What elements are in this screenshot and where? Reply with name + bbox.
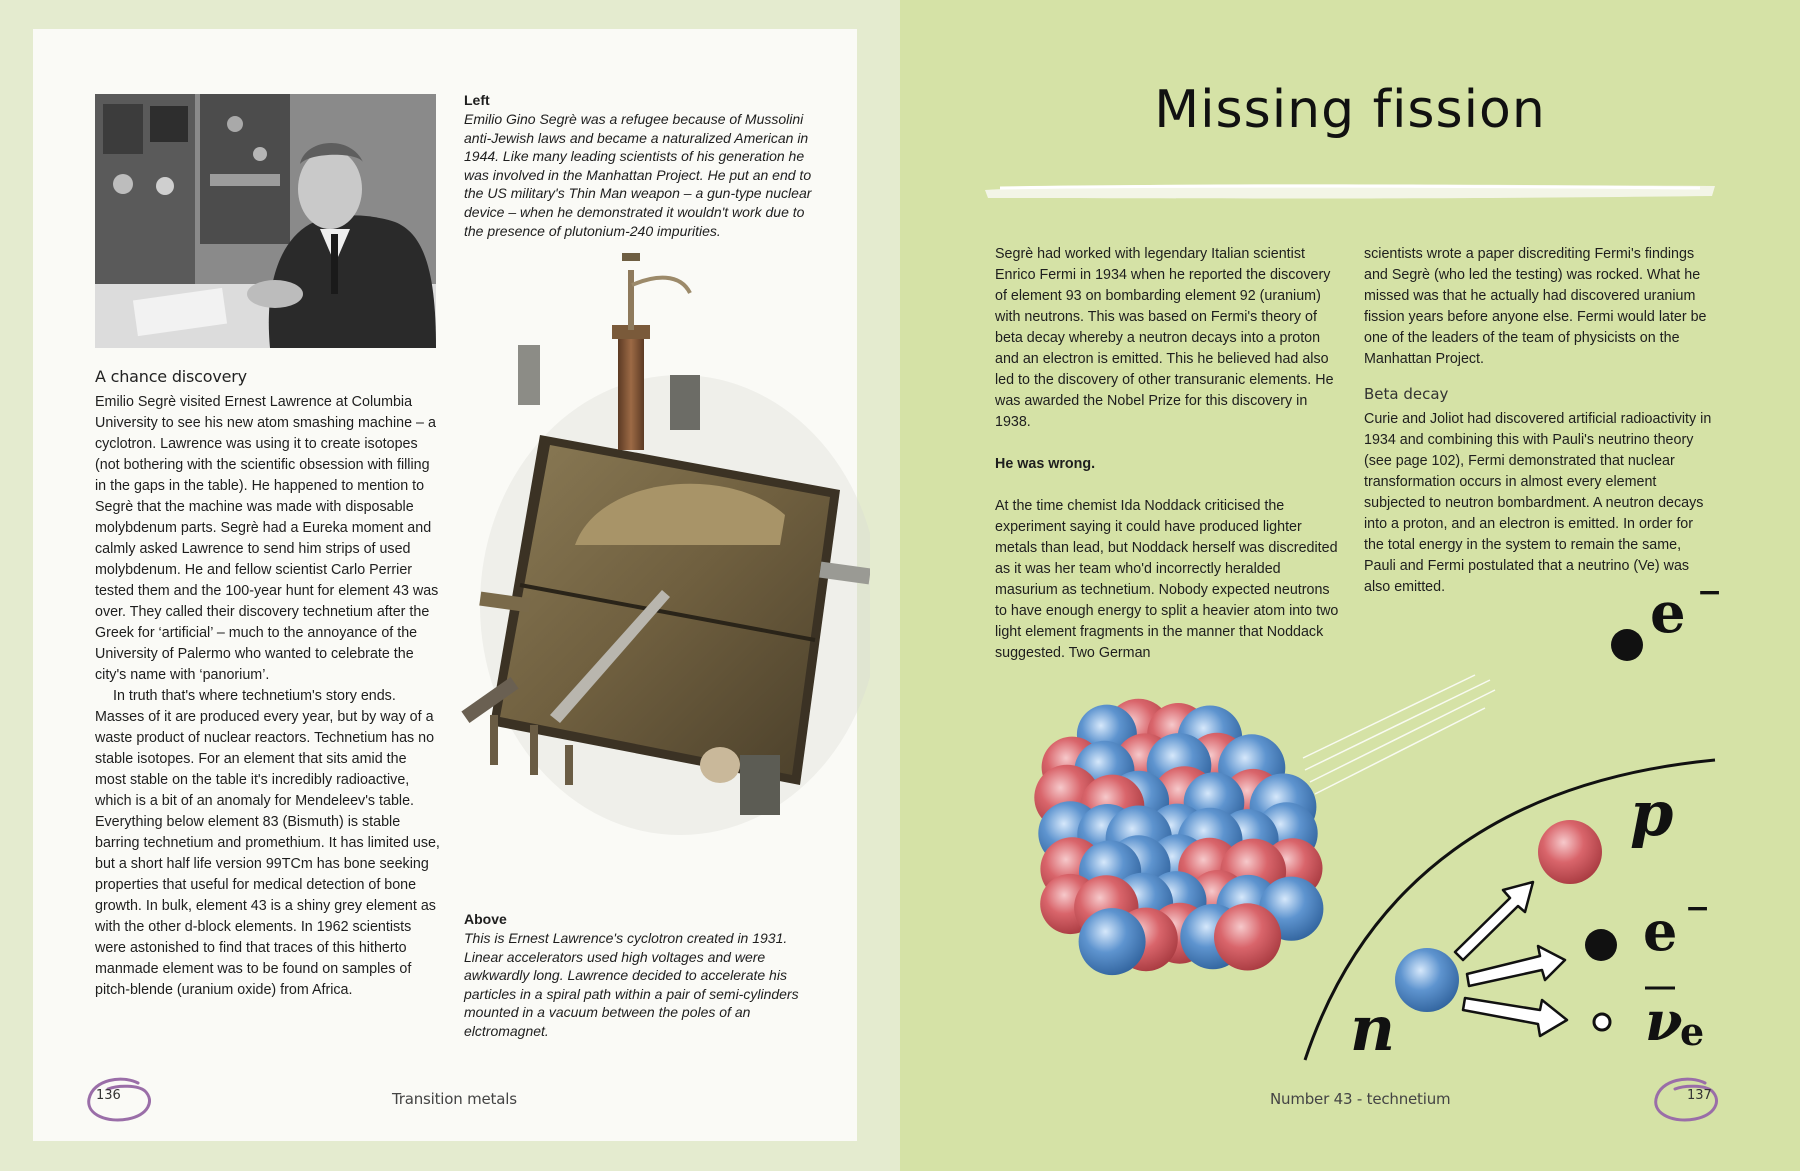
electron-label-top: e (1650, 590, 1686, 646)
cyclotron-illustration (400, 245, 870, 865)
beta-decay-subheading: Beta decay (1364, 385, 1449, 403)
arrow-to-proton (1455, 882, 1533, 960)
section-subheading: A chance discovery (95, 367, 247, 386)
paragraph: Curie and Joliot had discovered artificial radioactivity in 1934 and combining this with Pauli's neutrino theory (see page 102), Fermi demonstrated that nuclear transformation occurs in almost every element subjected to neutron bombardment. A neutron decays into a proton, and an electron is emitted. In order for the total energy in the system to remain the same, Pauli and Fermi postulated that a neutrino (Ve) was also emitted. (1364, 411, 1712, 595)
nucleus (1034, 699, 1323, 975)
left-body-text (95, 392, 440, 1001)
proton-label: p (1630, 777, 1674, 850)
nucleus-neutron (1079, 908, 1146, 975)
page-number-left: 136 (96, 1088, 121, 1103)
neutrino-particle (1594, 1014, 1610, 1030)
cyclotron-caption (464, 911, 809, 1041)
photo-caption (464, 92, 814, 240)
neutrino-subscript: e (1680, 1009, 1705, 1054)
emphasis-line: He was wrong. (995, 456, 1096, 472)
arrow-to-neutrino (1463, 998, 1567, 1036)
caption-body: Emilio Gino Segrè was a refugee because of Mussolini anti-Jewish laws and became a naturalized American in 1944. Like many leading scientists of his generation he was involved in the Manhattan Project. He put an end to the US military's Thin Man weapon – a gun-type nuclear device – when he demonstrated it wouldn't work due to the presence of plutonium-240 impurities. (464, 111, 812, 239)
electron-particle-top (1611, 629, 1643, 661)
segre-photo (95, 94, 436, 348)
paragraph: At the time chemist Ida Noddack criticised the experiment saying it could have produced lighter metals than lead, but Noddack herself was discredited as it was her team who'd incorrectly heralded masurium as technetium. Nobody expected neutrons to have enough energy to split a heavier atom into two light element fragments in the manner that Noddack suggested. Two German (995, 498, 1339, 661)
title-brush-stroke (980, 176, 1720, 204)
page-title: Missing fission (1154, 80, 1546, 140)
neutrino-label: ν (1645, 989, 1683, 1053)
electron-label: e (1643, 899, 1678, 963)
paragraph: In truth that's where technetium's story ends. Masses of it are produced every year, but by way of a waste product of nuclear reactors. Technetium has no stable isotopes. For an element that sits amid the most stable on the table it's incredibly radioactive, which is a bit of an anomaly for Mendeleev's table. Everything below element 83 (Bismuth) is stable barring technetium and promethium. It has limited use, but a short half life version 99TCm has bone seeking properties that useful for medical detection of bone growth. In bulk, element 43 is a shiny grey element as with the other d-block elements. In 1962 scientists were astonished to find that traces of this hitherto manmade element was to be found on samples of pitch-blende (uranium oxide) from Africa. (95, 688, 440, 998)
paragraph: Segrè had worked with legendary Italian scientist Enrico Fermi in 1934 when he reported the discovery of element 93 on bombarding element 92 (uranium) with neutrons. This was based on Fermi's theory of beta decay whereby a neutron decays into a proton and an electron is emitted. This he believed had also led to the discovery of other transuranic elements. He was awarded the Nobel Prize for this discovery in 1938. (995, 246, 1334, 430)
right-column-2 (1364, 244, 1714, 598)
caption-body: This is Ernest Lawrence's cyclotron created in 1931. Linear accelerators used high voltages and were awkwardly long. Lawrence decided to accelerate his particles in a spiral path within a pair of semi-cylinders mounted in a vacuum between the poles of an elctromagnet. (464, 930, 799, 1039)
neutron-particle (1395, 948, 1459, 1012)
electron-charge: − (1685, 891, 1711, 926)
nucleus-proton (1214, 903, 1281, 970)
footer-element-label: Number 43 - technetium (1270, 1090, 1451, 1108)
footer-chapter-label: Transition metals (392, 1090, 517, 1108)
neutron-label: n (1350, 992, 1396, 1065)
electron-charge-top: − (1697, 590, 1723, 610)
paragraph: scientists wrote a paper discrediting Fermi's findings and Segrè (who led the testing) was rocked. What he missed was that he actually had discovered uranium fission years before anyone else. Fermi would later be one of the leaders of the team of physicists on the Manhattan Project. (1364, 246, 1707, 367)
electron-particle (1585, 929, 1617, 961)
paragraph: Emilio Segrè visited Ernest Lawrence at Columbia University to see his new atom smashing machine – a cyclotron. Lawrence was using it to create isotopes (not bothering with the scientific obsession with filling in the gaps in the table). He happened to mention to Segrè that the machine was made with disposable molybdenum parts. Segrè had a Eureka moment and calmly asked Lawrence to send him strips of used molybdenum. He and fellow scientist Carlo Perrier tested them and the 100-year hunt for element 43 was over. They called their discovery technetium after the Greek for ‘artificial’ – much to the annoyance of the University of Palermo who wanted to celebrate the city's name with ‘panorium’. (95, 394, 439, 683)
proton-particle (1538, 820, 1602, 884)
caption-heading: Above (464, 911, 507, 927)
arrow-to-electron (1467, 946, 1565, 986)
beta-decay-diagram (985, 590, 1725, 1090)
caption-heading: Left (464, 92, 490, 108)
page-number-right: 137 (1687, 1088, 1712, 1103)
